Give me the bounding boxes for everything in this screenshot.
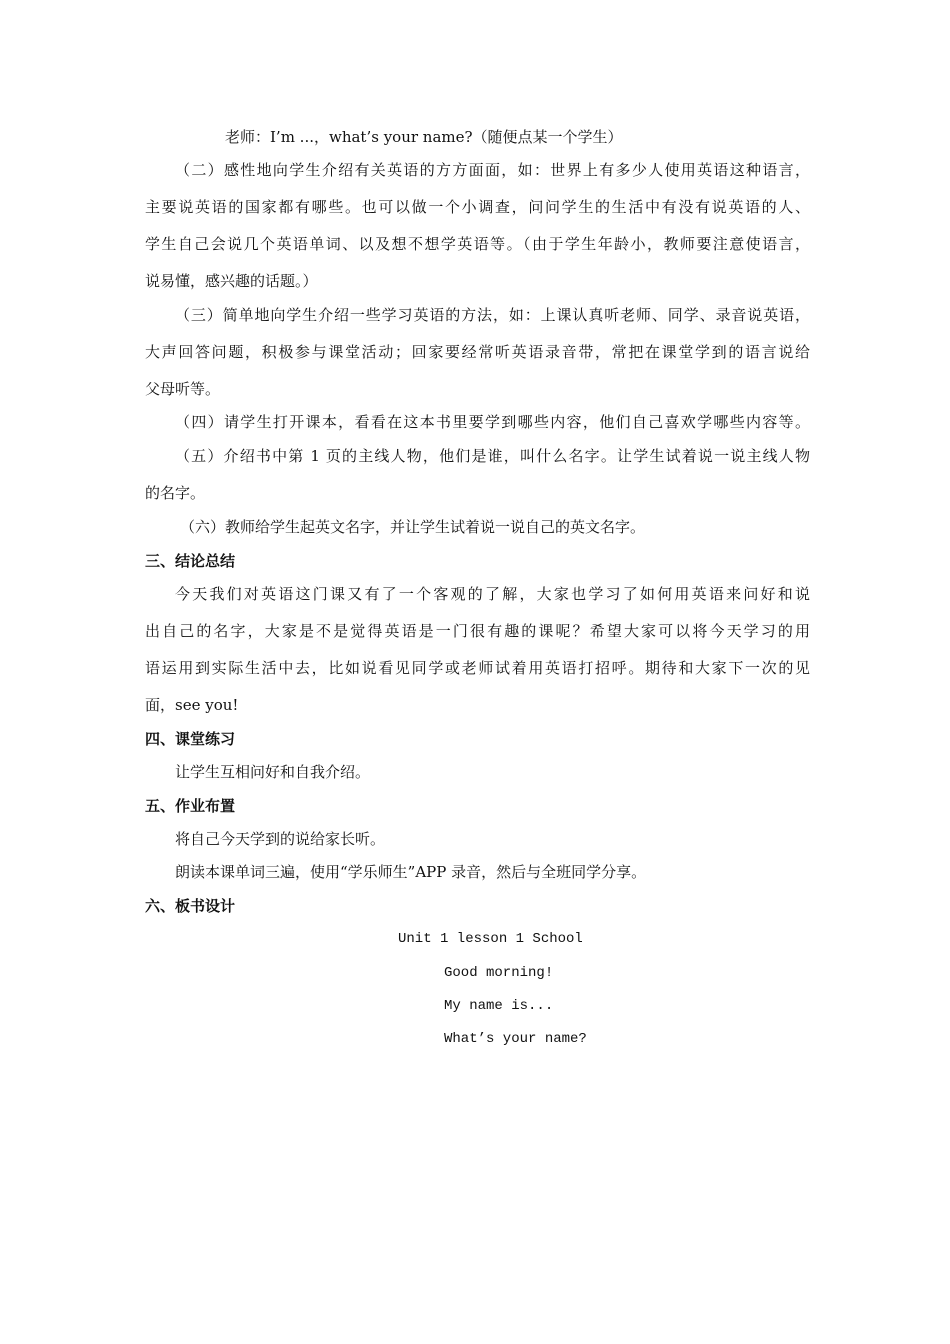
para5-line1: （五）介绍书中第 1 页的主线人物，他们是谁，叫什么名字。让学生试着说一说主线人物 <box>175 447 810 465</box>
para5-line2: 的名字。 <box>145 484 206 502</box>
para4-line: （四）请学生打开课本，看看在这本书里要学到哪些内容，他们自己喜欢学哪些内容等。 <box>175 413 810 431</box>
para2-line2: 主要说英语的国家都有哪些。也可以做一个小调查，问问学生的生活中有没有说英语的人、 <box>145 198 810 216</box>
section5-heading: 五、作业布置 <box>145 797 236 815</box>
board-line1: Good morning! <box>444 965 554 981</box>
para2-line4: 说易懂，感兴趣的话题。） <box>145 272 318 290</box>
section3-line1: 今天我们对英语这门课又有了一个客观的了解，大家也学习了如何用英语来问好和说 <box>175 585 810 603</box>
para3-line1: （三）简单地向学生介绍一些学习英语的方法，如：上课认真听老师、同学、录音说英语， <box>175 306 810 324</box>
section3-line3: 语运用到实际生活中去，比如说看见同学或老师试着用英语打招呼。期待和大家下一次的见 <box>145 659 810 677</box>
section3-line4: 面，see you! <box>145 696 239 714</box>
board-line2: My name is... <box>444 998 554 1014</box>
section4-line1: 让学生互相问好和自我介绍。 <box>175 763 371 781</box>
section5-line2: 朗读本课单词三遍，使用“学乐师生”APP 录音，然后与全班同学分享。 <box>175 863 647 881</box>
para2-line1: （二）感性地向学生介绍有关英语的方方面面，如：世界上有多少人使用英语这种语言， <box>175 161 810 179</box>
section6-heading: 六、板书设计 <box>145 897 236 915</box>
para2-line3: 学生自己会说几个英语单词、以及想不想学英语等。（由于学生年龄小，教师要注意使语言， <box>145 235 810 253</box>
section4-heading: 四、课堂练习 <box>145 730 236 748</box>
board-line3: What’s your name? <box>444 1031 587 1047</box>
section3-heading: 三、结论总结 <box>145 552 236 570</box>
section5-line1: 将自己今天学到的说给家长听。 <box>175 830 386 848</box>
board-title: Unit 1 lesson 1 School <box>398 931 583 947</box>
para6-line: （六）教师给学生起英文名字，并让学生试着说一说自己的英文名字。 <box>180 518 646 536</box>
para3-line3: 父母听等。 <box>145 380 221 398</box>
para3-line2: 大声回答问题，积极参与课堂活动；回家要经常听英语录音带，常把在课堂学到的语言说给 <box>145 343 810 361</box>
section3-line2: 出自己的名字，大家是不是觉得英语是一门很有趣的课呢？希望大家可以将今天学习的用 <box>145 622 810 640</box>
dialog-line: 老师：I’m ...，what’s your name?（随便点某一个学生） <box>225 128 623 146</box>
